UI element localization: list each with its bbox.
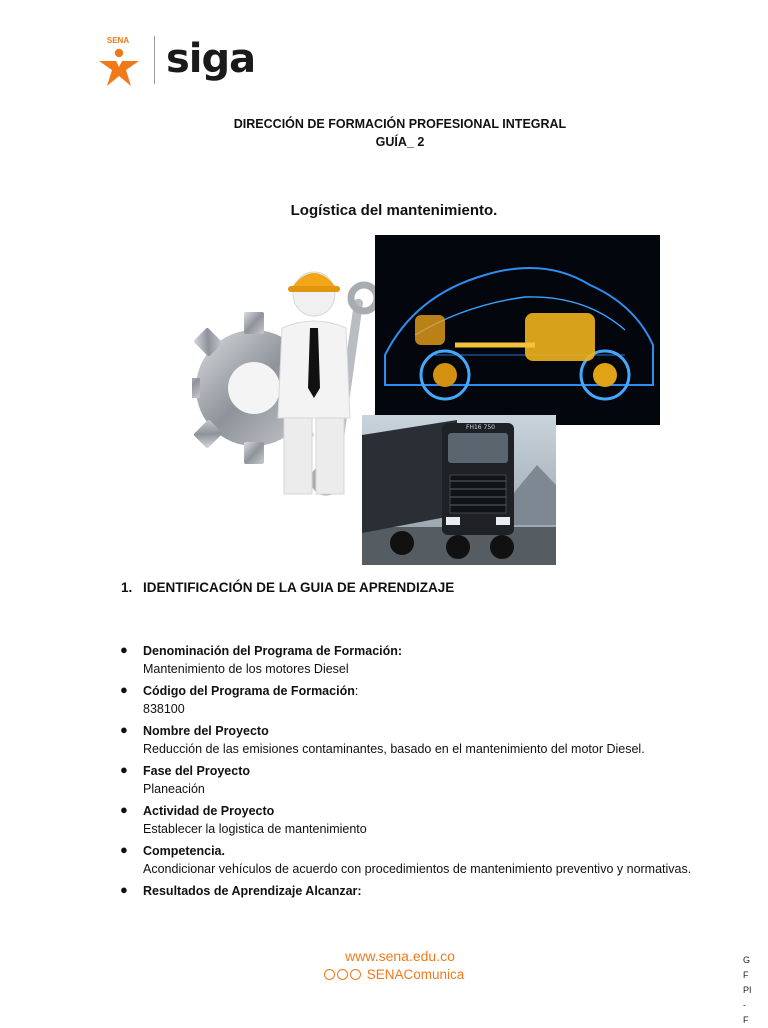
item-label: Nombre del Proyecto — [143, 724, 269, 738]
bullet: ● — [120, 842, 128, 857]
bullet: ● — [120, 682, 128, 697]
list-item — [118, 642, 738, 679]
list-item — [118, 722, 738, 759]
direction-heading: DIRECCIÓN DE FORMACIÓN PROFESIONAL INTEGRAL — [233, 117, 567, 131]
section-title: IDENTIFICACIÓN DE LA GUIA DE APRENDIZAJE — [143, 580, 455, 595]
bullet: ● — [120, 642, 128, 657]
item-label — [143, 682, 738, 700]
section-number: 1. — [121, 580, 133, 595]
list-item — [118, 882, 738, 900]
item-value: Planeación — [143, 782, 205, 796]
list-item — [118, 802, 738, 839]
footer-website-link[interactable]: www.sena.edu.co — [345, 948, 455, 964]
item-value: 838100 — [143, 702, 185, 716]
car-xray-image — [375, 235, 660, 425]
header-logo — [96, 34, 256, 86]
logo-divider — [154, 36, 155, 84]
side-code-char: PI — [743, 985, 752, 995]
item-label-suffix: : — [354, 684, 359, 698]
item-value: Establecer la logistica de mantenimiento — [143, 822, 367, 836]
identification-list — [118, 642, 738, 903]
siga-wordmark: siga — [166, 36, 256, 82]
social-handle: SENAComunica — [366, 967, 465, 982]
item-label: Actividad de Proyecto — [143, 804, 275, 818]
item-label-text: Código del Programa de Formación — [143, 684, 355, 698]
twitter-icon — [324, 969, 335, 980]
list-item — [118, 762, 738, 799]
truck-image — [362, 415, 556, 565]
item-value: Acondicionar vehículos de acuerdo con procedimientos de mantenimiento preventivo y normativas. — [143, 862, 692, 876]
side-code-char: F — [743, 970, 749, 980]
document-title: Logística del mantenimiento. — [290, 202, 498, 219]
item-label: Denominación del Programa de Formación: — [143, 644, 403, 658]
bullet: ● — [120, 722, 128, 737]
guide-heading: GUÍA_ 2 — [375, 135, 425, 149]
facebook-icon — [337, 969, 348, 980]
sena-logo-icon — [96, 40, 142, 88]
bullet: ● — [120, 762, 128, 777]
bullet: ● — [120, 802, 128, 817]
side-code-char: G — [743, 955, 751, 965]
side-code-char: F — [743, 1015, 749, 1025]
youtube-icon — [350, 969, 361, 980]
list-item — [118, 842, 738, 879]
item-value: Mantenimiento de los motores Diesel — [143, 662, 349, 676]
list-item — [118, 682, 738, 719]
bullet: ● — [120, 882, 128, 897]
item-value: Reducción de las emisiones contaminantes, basado en el mantenimiento del motor Diesel. — [143, 742, 645, 756]
section-heading — [121, 580, 454, 595]
side-document-code — [743, 953, 763, 1028]
item-label: Fase del Proyecto — [143, 764, 250, 778]
truck-badge: FH16 750 — [466, 424, 495, 431]
worker-gear-image — [192, 258, 382, 500]
sena-wordmark: SENA — [106, 36, 130, 45]
item-label: Competencia. — [143, 844, 225, 858]
footer-social[interactable] — [324, 967, 484, 982]
item-label: Resultados de Aprendizaje Alcanzar: — [143, 884, 362, 898]
side-code-char: - — [743, 1000, 746, 1010]
